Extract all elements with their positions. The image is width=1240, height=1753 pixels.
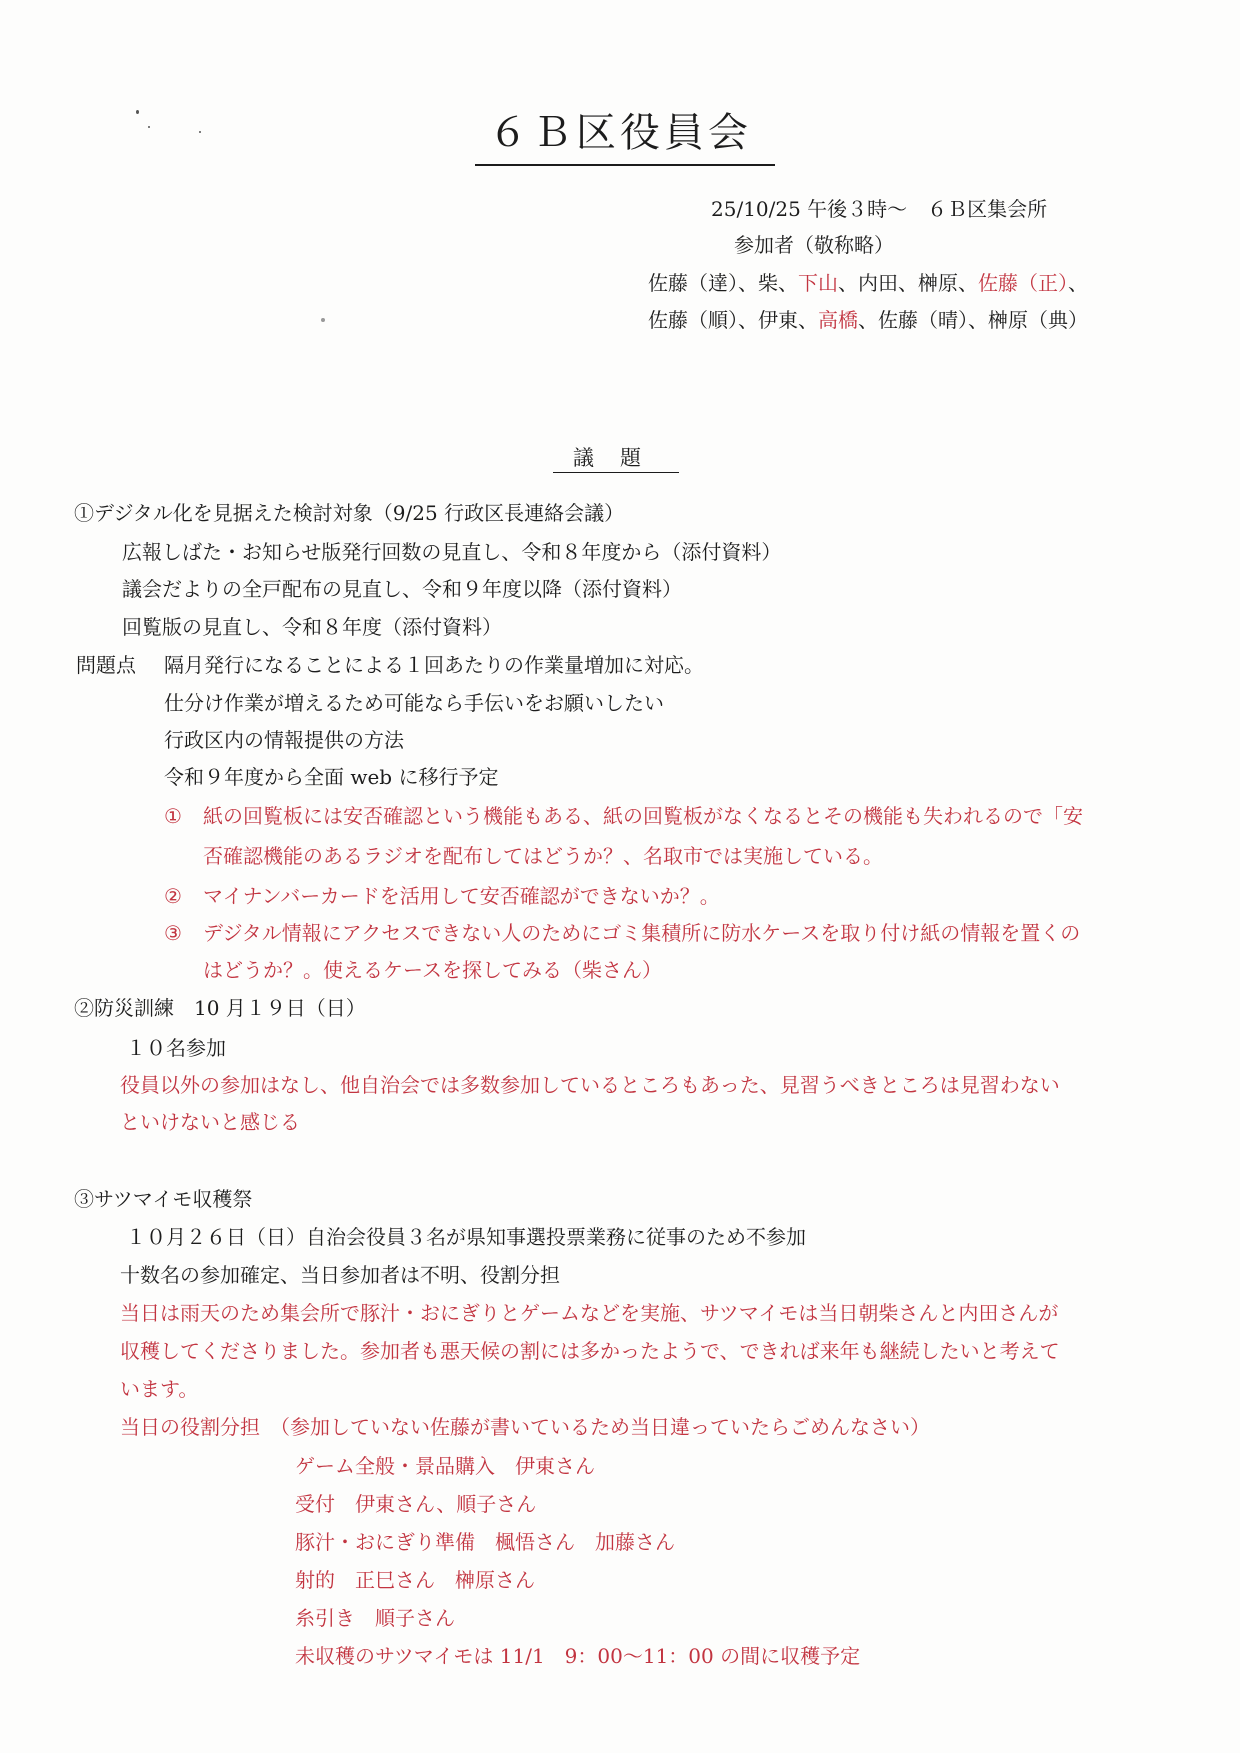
section-2-note: 役員以外の参加はなし、他自治会では多数参加しているところもあった、見習うべきところは見習わない bbox=[120, 1073, 1060, 1097]
role-item: 射的 正巳さん 榊原さん bbox=[295, 1568, 535, 1592]
attendee-text: 、 bbox=[1068, 271, 1088, 295]
issue-item: 令和９年度から全面 web に移行予定 bbox=[164, 765, 499, 789]
role-item: ゲーム全般・景品購入 伊東さん bbox=[295, 1454, 595, 1478]
issue-item: 行政区内の情報提供の方法 bbox=[164, 728, 404, 752]
meeting-datetime-place: 25/10/25 午後３時～ ６Ｂ区集会所 bbox=[711, 197, 1048, 221]
attendee-text: 高橋 bbox=[818, 308, 858, 332]
roles-heading: 当日の役割分担 （参加していない佐藤が書いているため当日違っていたらごめんなさい） bbox=[120, 1415, 930, 1439]
section-1-item: 議会だよりの全戸配布の見直し、令和９年度以降（添付資料） bbox=[122, 577, 682, 601]
idea-line: 否確認機能のあるラジオを配布してはどうか？、名取市では実施している。 bbox=[203, 844, 883, 868]
attendee-text: 佐藤（正） bbox=[978, 271, 1068, 295]
attendee-text: 、佐藤（晴）、榊原（典） bbox=[858, 308, 1088, 332]
section-3-note: います。 bbox=[120, 1377, 199, 1401]
issue-item: 隔月発行になることによる１回あたりの作業量増加に対応。 bbox=[164, 653, 704, 677]
issue-item: 仕分け作業が増えるため可能なら手伝いをお願いしたい bbox=[164, 691, 664, 715]
section-3-item: 十数名の参加確定、当日参加者は不明、役割分担 bbox=[120, 1263, 560, 1287]
idea-line: マイナンバーカードを活用して安否確認ができないか？。 bbox=[203, 884, 720, 908]
idea-line: 紙の回覧板には安否確認という機能もある、紙の回覧板がなくなるとその機能も失われるので「安 bbox=[203, 804, 1083, 828]
document-title: ６Ｂ区役員会 bbox=[488, 110, 752, 156]
role-item: 糸引き 順子さん bbox=[295, 1606, 455, 1630]
attendee-text: 、内田、榊原、 bbox=[838, 271, 978, 295]
section-2-note: といけないと感じる bbox=[120, 1110, 300, 1134]
agenda-underline bbox=[553, 472, 679, 473]
idea-number: ③ bbox=[164, 921, 182, 945]
attendee-text: 佐藤（達）、柴、 bbox=[648, 271, 798, 295]
attendees-line-1 bbox=[648, 270, 1088, 296]
idea-number: ② bbox=[164, 884, 182, 908]
title-underline bbox=[475, 164, 775, 166]
section-2-count: １０名参加 bbox=[126, 1036, 226, 1060]
attendee-text: 下山 bbox=[798, 271, 838, 295]
section-3-heading: ③サツマイモ収穫祭 bbox=[74, 1187, 253, 1211]
section-2-heading: ②防災訓練 10 月１９日（日） bbox=[74, 996, 366, 1020]
scan-speck bbox=[321, 318, 325, 322]
issues-label: 問題点 bbox=[76, 653, 136, 677]
attendee-text: 佐藤（順）、伊東、 bbox=[648, 308, 818, 332]
agenda-heading: 議題 bbox=[573, 446, 667, 470]
role-item: 未収穫のサツマイモは 11/1 9：00～11：00 の間に収穫予定 bbox=[295, 1644, 861, 1668]
section-3-note: 当日は雨天のため集会所で豚汁・おにぎりとゲームなどを実施、サツマイモは当日朝柴さんと内田さんが bbox=[120, 1301, 1059, 1325]
section-3-item: １０月２６日（日）自治会役員３名が県知事選投票業務に従事のため不参加 bbox=[126, 1225, 806, 1249]
idea-line: デジタル情報にアクセスできない人のためにゴミ集積所に防水ケースを取り付け紙の情報を置くの bbox=[203, 921, 1081, 945]
section-1-heading: ①デジタル化を見据えた検討対象（9/25 行政区長連絡会議） bbox=[74, 501, 625, 525]
section-3-note: 収穫してくださりました。参加者も悪天候の割には多かったようで、できれば来年も継続したいと考えて bbox=[120, 1339, 1060, 1363]
idea-number: ① bbox=[164, 804, 182, 828]
attendees-label: 参加者（敬称略） bbox=[734, 233, 894, 257]
role-item: 受付 伊東さん、順子さん bbox=[295, 1492, 537, 1516]
attendees-line-2 bbox=[648, 307, 1088, 333]
section-1-item: 広報しばた・お知らせ版発行回数の見直し、令和８年度から（添付資料） bbox=[122, 540, 782, 564]
section-1-item: 回覧版の見直し、令和８年度（添付資料） bbox=[122, 615, 502, 639]
role-item: 豚汁・おにぎり準備 楓悟さん 加藤さん bbox=[295, 1530, 675, 1554]
idea-line: はどうか？。使えるケースを探してみる（柴さん） bbox=[203, 958, 662, 982]
